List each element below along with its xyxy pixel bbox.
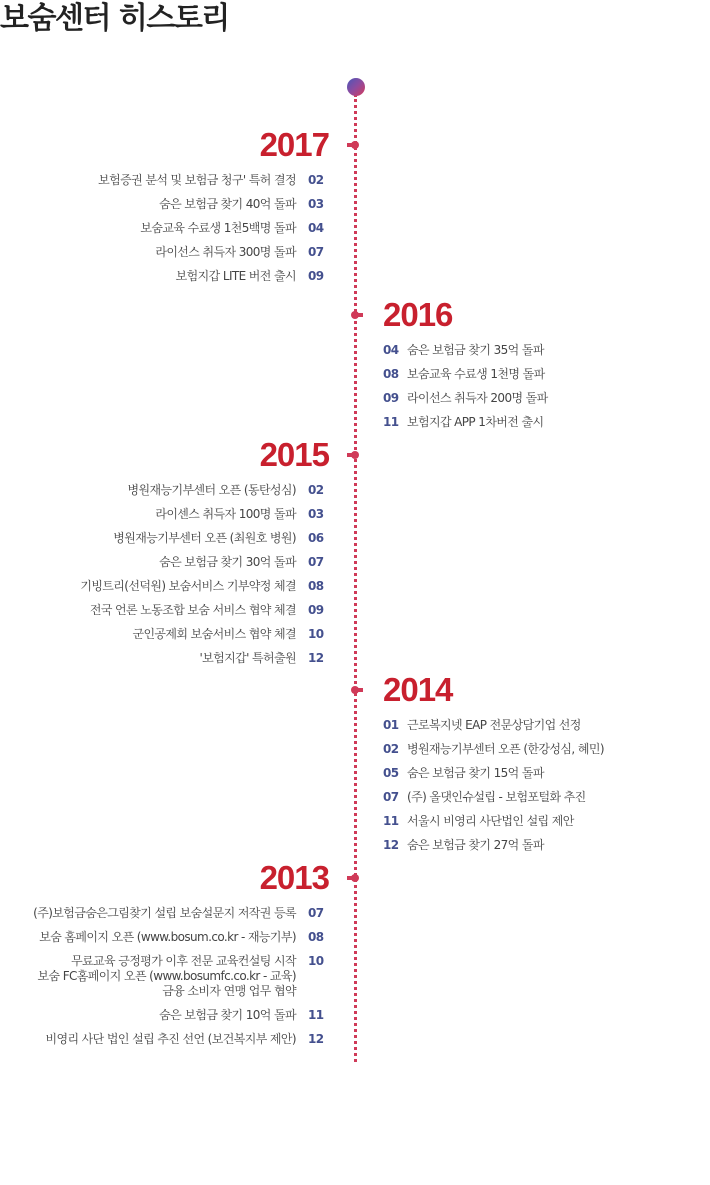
year-header [98,125,355,165]
timeline-marker-icon [351,451,359,459]
event-item [383,718,604,733]
event-text-line: 비영리 사단 법인 설립 추진 선언 (보건복지부 제안) [45,1032,296,1046]
event-month: 08 [383,367,399,381]
event-text [407,790,586,805]
event-text-line: 보숨교육 수료생 1천명 돌파 [407,367,545,381]
event-text [45,1032,296,1047]
event-item [383,343,548,358]
event-month: 04 [383,343,399,357]
event-text-line: 보숨 홈페이지 오픈 (www.bosum.co.kr - 재능기부) [39,930,296,944]
event-list [355,343,548,430]
event-text-line: 숨은 보험금 찾기 35억 돌파 [407,343,544,357]
event-text [33,906,296,921]
event-text [407,343,544,358]
event-item [98,245,326,260]
event-month: 02 [308,173,324,187]
event-month: 10 [308,954,324,968]
timeline-marker-icon [351,311,359,319]
event-item [80,603,326,618]
event-text [38,954,297,999]
year-header [80,435,355,475]
event-text-line: 보숨교육 수료생 1천5백명 돌파 [140,221,296,235]
event-month: 03 [308,197,324,211]
event-text-line: 숨은 보험금 찾기 30억 돌파 [159,555,296,569]
event-month: 09 [308,603,324,617]
event-month: 12 [383,838,399,852]
event-text [155,507,296,522]
year-section-2017 [98,125,355,293]
event-text [407,718,581,733]
event-text [407,766,544,781]
event-month: 01 [383,718,399,732]
event-month: 03 [308,507,324,521]
event-text [155,245,296,260]
event-month: 07 [383,790,399,804]
event-text [407,415,544,430]
timeline-marker-icon [351,141,359,149]
event-item [383,367,548,382]
event-item [98,197,326,212]
event-item [383,814,604,829]
event-month: 08 [308,579,324,593]
event-month: 02 [308,483,324,497]
event-item [80,651,326,666]
event-text [39,930,296,945]
event-item [33,906,326,921]
event-list [80,483,355,666]
event-text-line: 전국 언론 노동조합 보숨 서비스 협약 체결 [89,603,296,617]
event-month: 02 [383,742,399,756]
event-item [383,742,604,757]
event-text-line: 숨은 보험금 찾기 40억 돌파 [159,197,296,211]
event-month: 11 [383,415,399,429]
year-section-2015 [80,435,355,675]
year-label: 2015 [259,436,329,473]
timeline-start-dot [347,78,365,96]
event-list [355,718,604,853]
event-text-line: '보험지갑' 특허출원 [199,651,296,665]
event-item [80,579,326,594]
event-month: 07 [308,906,324,920]
event-month: 12 [308,1032,324,1046]
event-item [98,269,326,284]
year-label: 2013 [259,859,329,896]
year-section-2013 [33,858,355,1056]
event-text-line: 보숨 FC홈페이지 오픈 (www.bosumfc.co.kr - 교육) [37,969,296,983]
event-list [98,173,355,284]
event-text-line: (주) 올댓인슈설립 - 보험포털화 추진 [407,790,586,804]
event-text-line: 병원재능기부센터 오픈 (동탄성심) [127,483,296,497]
year-section-2016 [355,295,548,439]
event-text [80,579,296,594]
event-text-line: (주)보험금숨은그림찾기 설립 보숨설문지 저작권 등록 [33,906,296,920]
year-section-2014 [355,670,604,862]
event-month: 06 [308,531,324,545]
page-title: 보숨센터 히스토리 [0,1,229,36]
event-text-line: 금융 소비자 연맹 업무 협약 [162,984,296,998]
event-text-line: 기빙트리(선덕원) 보숨서비스 기부약정 체결 [80,579,296,593]
event-item [33,930,326,945]
timeline-marker-icon [351,686,359,694]
event-item [383,838,604,853]
event-item [98,221,326,236]
event-item [33,1008,326,1023]
event-text [140,221,296,236]
event-item [80,531,326,546]
event-month: 04 [308,221,324,235]
event-text-line: 숨은 보험금 찾기 27억 돌파 [407,838,544,852]
event-item [33,954,326,999]
event-month: 07 [308,555,324,569]
event-text-line: 라이센스 취득자 100명 돌파 [155,507,296,521]
event-month: 08 [308,930,324,944]
event-text-line: 병원재능기부센터 오픈 (한강성심, 혜민) [407,742,604,756]
event-item [33,1032,326,1047]
event-text-line: 숨은 보험금 찾기 10억 돌파 [159,1008,296,1022]
event-item [80,555,326,570]
event-text [90,603,296,618]
event-text [132,627,296,642]
event-text-line: 보험증권 분석 및 보험금 청구' 특허 결정 [98,173,296,187]
event-text [128,483,296,498]
year-header [355,670,604,710]
event-item [80,627,326,642]
event-text-line: 군인공제회 보숨서비스 협약 체결 [132,627,296,641]
event-item [383,391,548,406]
event-month: 09 [383,391,399,405]
event-text-line: 무료교육 긍정평가 이후 전문 교육컨설팅 시작 [71,954,296,968]
event-list [33,906,355,1047]
event-text [113,531,296,546]
event-month: 05 [383,766,399,780]
event-text [407,814,574,829]
year-header [33,858,355,898]
event-text [176,269,296,284]
event-text [98,173,296,188]
event-month: 11 [308,1008,324,1022]
event-text [407,367,545,382]
event-item [80,483,326,498]
event-text-line: 보험지갑 LITE 버전 출시 [175,269,296,283]
year-label: 2016 [383,296,453,333]
event-text-line: 라이선스 취득자 300명 돌파 [155,245,296,259]
event-text-line: 병원재능기부센터 오픈 (최원호 병원) [113,531,296,545]
event-text-line: 근로복지넷 EAP 전문상담기업 선정 [407,718,581,732]
event-month: 12 [308,651,324,665]
event-item [383,766,604,781]
event-text-line: 숨은 보험금 찾기 15억 돌파 [407,766,544,780]
event-month: 09 [308,269,324,283]
event-month: 07 [308,245,324,259]
year-header [355,295,548,335]
event-text [407,391,548,406]
event-text [159,197,296,212]
event-text [407,838,544,853]
event-item [383,415,548,430]
event-text-line: 서울시 비영리 사단법인 설립 제안 [407,814,574,828]
event-month: 11 [383,814,399,828]
event-text-line: 보험지갑 APP 1차버전 출시 [407,415,544,429]
year-label: 2014 [383,671,453,708]
event-item [383,790,604,805]
event-text [159,1008,296,1023]
event-text-line: 라이선스 취득자 200명 돌파 [407,391,548,405]
event-text [199,651,296,666]
event-month: 10 [308,627,324,641]
event-item [80,507,326,522]
timeline-marker-icon [351,874,359,882]
event-text [159,555,296,570]
year-label: 2017 [259,126,329,163]
event-item [98,173,326,188]
event-text [407,742,604,757]
